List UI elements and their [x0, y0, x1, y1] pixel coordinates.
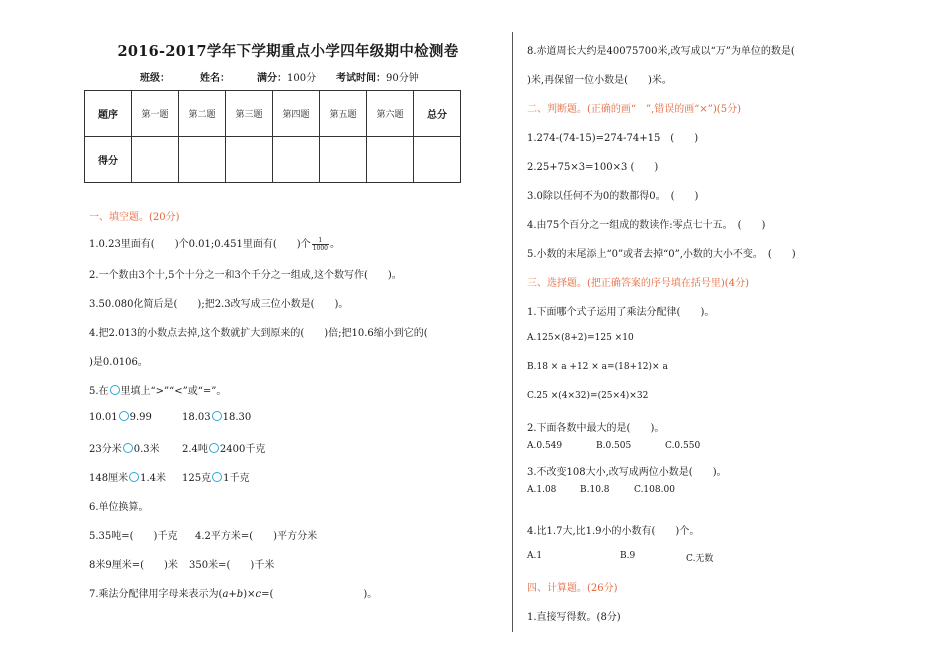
- table-cell: 得分: [85, 137, 132, 183]
- circle-icon[interactable]: [123, 443, 133, 453]
- fraction-denominator: 1000: [312, 245, 328, 252]
- q5-text-b: 里填上“>”“<”或“=”。: [120, 386, 227, 397]
- score-input-cell[interactable]: [414, 137, 461, 183]
- compare-left: 148厘米: [89, 473, 129, 484]
- score-label: [257, 69, 316, 84]
- circle-icon: [110, 385, 120, 395]
- score-value: 100分: [287, 73, 317, 84]
- q7-var: c: [255, 589, 262, 600]
- q1-text: 1.0.23里面有( )个0.01;0.451里面有( )个: [89, 239, 311, 250]
- question-7: [89, 585, 377, 600]
- compare-right: 2400千克: [219, 444, 266, 455]
- table-cell: 第一题: [132, 91, 179, 137]
- compare-left: 23分米: [89, 444, 122, 455]
- choice-question: 4.比1.7大,比1.9小的小数有( )个。: [527, 526, 700, 537]
- circle-icon[interactable]: [212, 472, 222, 482]
- compare-item: [182, 411, 251, 423]
- question-8-line2: )米,再保留一位小数是( )米。: [527, 75, 672, 86]
- table-cell: 第三题: [226, 91, 273, 137]
- choice-option: A.0.549: [527, 441, 563, 451]
- q5-text-a: 5.在: [89, 386, 109, 397]
- judge-item: 2.25+75×3=100×3 ( ): [527, 162, 659, 173]
- q1-end: 。: [329, 239, 340, 250]
- score-label-text: 满分：: [257, 73, 287, 84]
- q7-text: )×: [243, 589, 256, 600]
- section-title-judge: 二、判断题。(正确的画“ ”,错误的画“×”)(5分): [527, 104, 741, 115]
- choice-option: B.10.8: [580, 485, 610, 495]
- conversion-item: 5.35吨=( )千克: [89, 531, 178, 542]
- compare-item: [89, 440, 160, 455]
- choice-question: 1.下面哪个式子运用了乘法分配律( )。: [527, 307, 715, 318]
- score-table: [84, 90, 461, 183]
- compare-right: 1千克: [223, 473, 250, 484]
- fraction: [312, 237, 329, 252]
- time-value: 90分钟: [386, 73, 419, 84]
- judge-item: 3.0除以任何不为0的数都得0。 ( ): [527, 191, 699, 202]
- score-input-cell[interactable]: [179, 137, 226, 183]
- class-label: 班级：: [140, 73, 170, 84]
- compare-right: 18.30: [222, 412, 252, 423]
- score-input-cell[interactable]: [226, 137, 273, 183]
- q7-text: =( )。: [261, 589, 378, 600]
- question-6: 6.单位换算。: [89, 502, 149, 513]
- circle-icon[interactable]: [129, 472, 139, 482]
- section-title-fill: 一、填空题。(20分): [89, 212, 180, 223]
- compare-item: [89, 411, 152, 423]
- name-label: 姓名：: [200, 73, 230, 84]
- choice-option: A.1.08: [527, 485, 557, 495]
- fraction-numerator: 1: [312, 237, 329, 245]
- circle-icon[interactable]: [209, 443, 219, 453]
- question-8-line1: 8.赤道周长大约是40075700米,改写成以“万”为单位的数是(: [527, 46, 795, 57]
- compare-item: [89, 469, 166, 484]
- table-cell: 第六题: [367, 91, 414, 137]
- score-input-cell[interactable]: [273, 137, 320, 183]
- choice-question: 3.不改变108大小,改写成两位小数是( )。: [527, 467, 727, 478]
- choice-option: C.25 ×(4×32)=(25×4)×32: [527, 391, 649, 401]
- question-2: 2.一个数由3个十,5个十分之一和3个千分之一组成,这个数写作( )。: [89, 270, 402, 281]
- conversion-item: 4.2平方米=( )平方分米: [195, 531, 318, 542]
- section-title-choice: 三、选择题。(把正确答案的序号填在括号里)(4分): [527, 278, 749, 289]
- time-label-text: 考试时间：: [336, 73, 386, 84]
- question-5: [89, 382, 226, 397]
- circle-icon[interactable]: [212, 411, 222, 421]
- question-3: 3.50.080化简后是( );把2.3改写成三位小数是( )。: [89, 299, 349, 310]
- question-4-line1: 4.把2.013的小数点去掉,这个数就扩大到原来的( )倍;把10.6缩小到它的(: [89, 328, 428, 339]
- choice-option: A.1: [527, 551, 543, 561]
- choice-option: A.125×(8+2)=125 ×10: [527, 333, 634, 343]
- page-title: 2016-2017学年下学期重点小学四年级期中检测卷: [117, 43, 459, 60]
- table-row: [85, 91, 461, 137]
- table-cell: 第四题: [273, 91, 320, 137]
- section-title-calc: 四、计算题。(26分): [527, 583, 618, 594]
- circle-icon[interactable]: [119, 411, 129, 421]
- table-cell: 第五题: [320, 91, 367, 137]
- choice-option: C.无数: [686, 554, 714, 564]
- judge-item: 5.小数的末尾添上“0”或者去掉“0”,小数的大小不变。 ( ): [527, 249, 796, 260]
- calc-question: 1.直接写得数。(8分): [527, 612, 621, 623]
- q7-var: a+b: [222, 589, 244, 600]
- choice-option: B.9: [620, 551, 636, 561]
- column-divider: [512, 32, 513, 632]
- compare-item: [182, 440, 265, 455]
- choice-option: B.18 × a +12 × a=(18+12)× a: [527, 362, 668, 372]
- score-input-cell[interactable]: [320, 137, 367, 183]
- time-label: [336, 69, 419, 84]
- choice-question: 2.下面各数中最大的是( )。: [527, 423, 665, 434]
- question-1: [89, 235, 340, 252]
- conversion-item: 8米9厘米=( )米: [89, 560, 178, 571]
- compare-right: 9.99: [129, 412, 152, 423]
- conversion-item: 350米=( )千米: [189, 560, 275, 571]
- table-cell: 总分: [414, 91, 461, 137]
- table-cell: 第二题: [179, 91, 226, 137]
- compare-left: 2.4吨: [182, 444, 208, 455]
- judge-item: 4.由75个百分之一组成的数读作:零点七十五。 ( ): [527, 220, 766, 231]
- compare-right: 0.3米: [133, 444, 160, 455]
- choice-option: C.108.00: [634, 485, 675, 495]
- choice-option: B.0.505: [596, 441, 632, 451]
- table-row: [85, 137, 461, 183]
- score-input-cell[interactable]: [132, 137, 179, 183]
- judge-item: 1.274-(74-15)=274-74+15 ( ): [527, 133, 699, 144]
- table-cell: 题序: [85, 91, 132, 137]
- compare-item: [182, 469, 249, 484]
- compare-left: 10.01: [89, 412, 118, 423]
- choice-option: C.0.550: [665, 441, 701, 451]
- compare-right: 1.4米: [140, 473, 166, 484]
- compare-left: 125克: [182, 473, 212, 484]
- compare-left: 18.03: [182, 412, 211, 423]
- q7-text: 7.乘法分配律用字母来表示为(: [89, 589, 223, 600]
- score-input-cell[interactable]: [367, 137, 414, 183]
- question-4-line2: )是0.0106。: [89, 357, 148, 368]
